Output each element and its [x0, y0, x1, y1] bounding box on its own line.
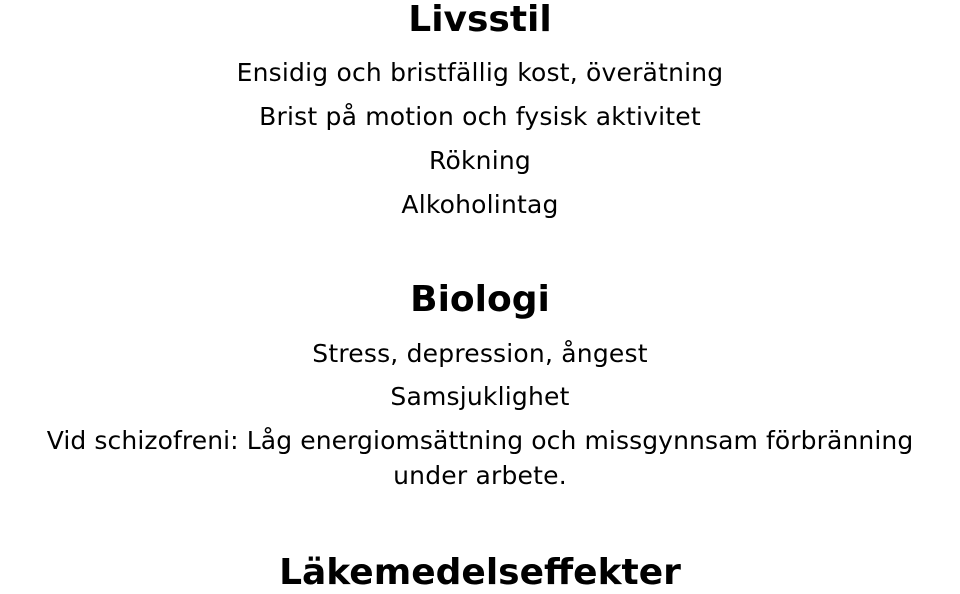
list-item: Brist på motion och fysisk aktivitet — [259, 102, 701, 131]
list-item: Rökning — [429, 146, 531, 175]
list-item: Alkoholintag — [401, 190, 559, 219]
list-item: Ensidig och bristfällig kost, överätning — [236, 58, 724, 87]
list-item: Samsjuklighet — [390, 382, 570, 411]
section-heading-livsstil: Livsstil — [408, 0, 552, 40]
list-item: Vid schizofreni: Låg energiomsättning och missgynnsam förbränning — [46, 426, 914, 455]
section-heading-biologi: Biologi — [410, 279, 550, 320]
list-item: under arbete. — [393, 461, 567, 490]
section-heading-lakemedelseffekter: Läkemedelseffekter — [279, 552, 681, 593]
list-item: Stress, depression, ångest — [312, 339, 648, 368]
